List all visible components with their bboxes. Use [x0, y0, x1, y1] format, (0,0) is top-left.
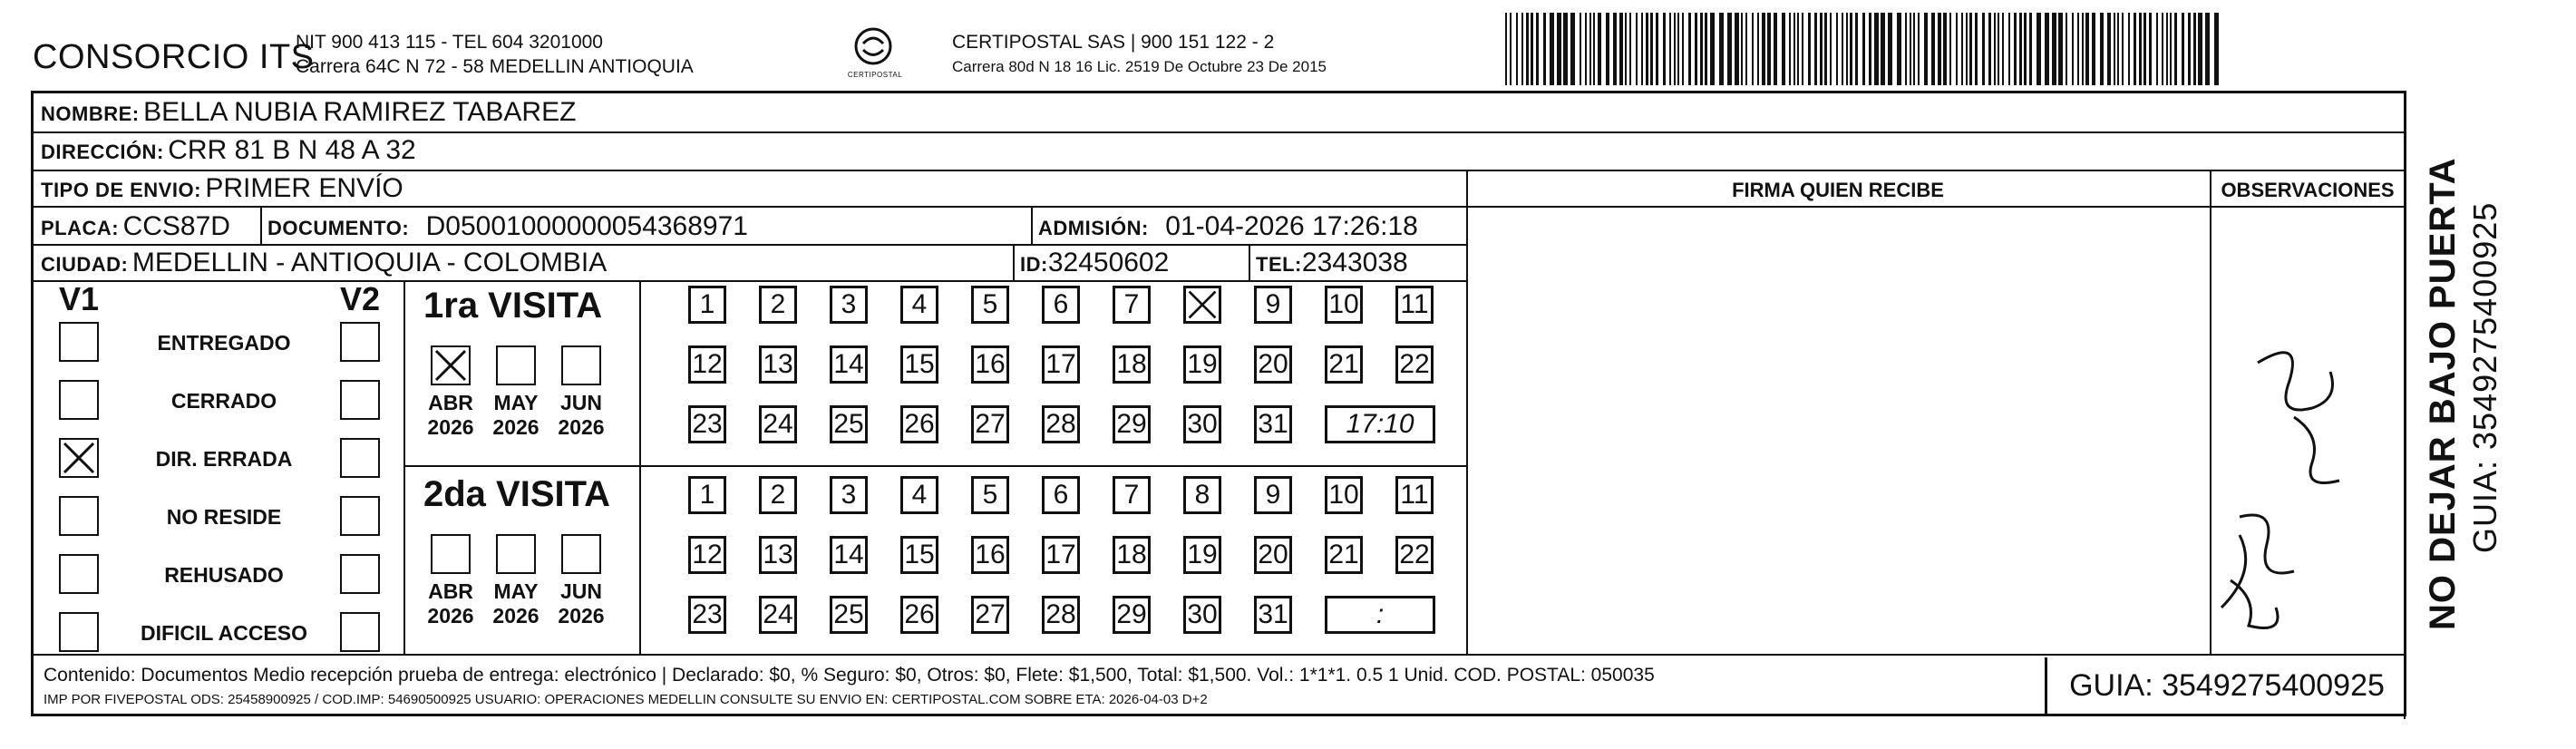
- barcode-bar: [1688, 13, 1691, 85]
- barcode-bar: [1510, 13, 1512, 85]
- day-checkbox[interactable]: 18: [1113, 536, 1151, 574]
- handwritten-signature: [2203, 308, 2385, 653]
- company-name: CONSORCIO ITS: [33, 38, 315, 76]
- month-label: ABR 2026: [427, 391, 474, 439]
- month-label: JUN 2026: [558, 579, 605, 627]
- carrier-info: [952, 30, 1327, 79]
- barcode-bar: [1663, 13, 1666, 85]
- time-field[interactable]: :: [1325, 596, 1435, 634]
- barcode-bar: [2122, 13, 2124, 85]
- barcode-bar: [1646, 13, 1648, 85]
- barcode-bar: [2188, 13, 2191, 85]
- observaciones-header: OBSERVACIONES: [2221, 179, 2395, 201]
- barcode-bar: [2085, 13, 2089, 85]
- month-checkbox[interactable]: [431, 345, 471, 385]
- month-checkbox[interactable]: [496, 345, 536, 385]
- v2-label: V2: [340, 280, 381, 317]
- day-checkbox[interactable]: 1: [688, 286, 726, 324]
- status-label: DIR. ERRADA: [155, 447, 293, 471]
- day-checkbox[interactable]: 24: [759, 596, 797, 634]
- barcode-bar: [1905, 13, 1907, 85]
- visit2-title: 2da VISITA: [423, 474, 610, 514]
- barcode-bar: [1550, 13, 1554, 85]
- barcode-bar: [1613, 13, 1617, 85]
- day-checkbox[interactable]: 9: [1254, 476, 1292, 514]
- status-label: CERRADO: [170, 389, 277, 413]
- barcode-bar: [2100, 13, 2104, 85]
- nombre-field: [41, 97, 576, 128]
- day-checkbox[interactable]: 10: [1325, 476, 1363, 514]
- day-checkbox[interactable]: 2: [759, 286, 797, 324]
- placa-value: CCS87D: [122, 211, 230, 241]
- barcode-bar: [2045, 13, 2049, 85]
- barcode-bar: [1745, 13, 1747, 85]
- day-checkbox[interactable]: 21: [1325, 345, 1363, 384]
- barcode-bar: [1862, 13, 1865, 85]
- barcode-bar: [2193, 13, 2196, 85]
- barcode-bar: [2072, 13, 2074, 85]
- barcode-bar: [1850, 13, 1852, 85]
- tel-value: 2343038: [1301, 248, 1408, 277]
- day-checkbox[interactable]: 31: [1254, 596, 1292, 634]
- barcode-bar: [2058, 13, 2063, 85]
- barcode-bar: [1677, 13, 1679, 85]
- day-checkbox[interactable]: 26: [900, 405, 938, 443]
- barcode-bar: [1543, 13, 1546, 85]
- time-field[interactable]: 17:10: [1325, 405, 1435, 443]
- barcode-bar: [2214, 13, 2219, 85]
- barcode-bar: [1994, 13, 1996, 85]
- barcode-bar: [1669, 13, 1671, 85]
- barcode-bar: [1636, 13, 1638, 85]
- day-checkbox[interactable]: 4: [900, 476, 938, 514]
- barcode-bar: [2198, 13, 2202, 85]
- barcode-bar: [1966, 13, 1968, 85]
- day-checkbox[interactable]: 29: [1113, 405, 1151, 443]
- day-checkbox[interactable]: 3: [830, 286, 868, 324]
- placa-label: PLACA:: [41, 217, 120, 239]
- day-checkbox[interactable]: 11: [1395, 286, 1434, 324]
- barcode-bar: [1629, 13, 1631, 85]
- barcode-bar: [1641, 13, 1643, 85]
- barcode-bar: [1516, 13, 1518, 85]
- id-field: [1020, 248, 1169, 278]
- barcode-bar: [1789, 13, 1791, 85]
- barcode-bar: [1598, 13, 1601, 85]
- day-checkbox[interactable]: 6: [1042, 286, 1080, 324]
- barcode-bar: [2114, 13, 2115, 85]
- barcode-bar: [1741, 13, 1743, 85]
- barcode-bar: [2077, 13, 2079, 85]
- month-checkbox[interactable]: [561, 534, 601, 574]
- direccion-label: DIRECCIÓN:: [41, 141, 164, 163]
- day-checkbox[interactable]: [1183, 286, 1221, 324]
- footer-print-line: IMP POR FIVEPOSTAL ODS: 25458900925 / COD.IMP: 54690500925 USUARIO: OPERACIONES MEDELLIN CONSULTE SU ENVIO EN: CERTIPOSTAL.COM SOBRE ETA: 2026-04-03 D+2: [44, 692, 1208, 707]
- barcode-bar: [2162, 13, 2163, 85]
- delivery-form: [31, 91, 2406, 716]
- barcode-bar: [1674, 13, 1676, 85]
- day-checkbox[interactable]: 6: [1042, 476, 1080, 514]
- barcode-bar: [2143, 13, 2146, 85]
- placa-field: [41, 211, 230, 242]
- month-label: MAY 2026: [492, 391, 540, 439]
- day-checkbox[interactable]: 28: [1042, 596, 1080, 634]
- day-checkbox[interactable]: 10: [1325, 286, 1363, 324]
- barcode-bar: [1918, 13, 1920, 85]
- day-checkbox[interactable]: 23: [688, 405, 726, 443]
- v1-checkbox[interactable]: [59, 322, 99, 362]
- month-label: JUN 2026: [558, 391, 605, 439]
- barcode-bar: [1521, 13, 1523, 85]
- status-label: ENTREGADO: [157, 331, 291, 355]
- day-checkbox[interactable]: 1: [688, 476, 726, 514]
- nombre-label: NOMBRE:: [41, 102, 140, 125]
- tel-field: [1256, 248, 1408, 278]
- barcode-bar: [1774, 13, 1777, 85]
- barcode-bar: [1975, 13, 1978, 85]
- direccion-field: [41, 135, 416, 166]
- day-checkbox[interactable]: 24: [759, 405, 797, 443]
- barcode-bar: [1767, 13, 1771, 85]
- admision-field: [1038, 211, 1418, 242]
- v1-checkbox[interactable]: [59, 612, 99, 652]
- v1-checkbox[interactable]: [59, 380, 99, 420]
- x-check-icon: [61, 440, 97, 476]
- barcode-bar: [1910, 13, 1911, 85]
- nombre-value: BELLA NUBIA RAMIREZ TABAREZ: [143, 97, 577, 127]
- barcode-bar: [2066, 13, 2067, 85]
- month-checkbox[interactable]: [496, 534, 536, 574]
- barcode-bar: [2139, 13, 2142, 85]
- barcode-bar: [1808, 13, 1811, 85]
- admision-label: ADMISIÓN:: [1038, 217, 1149, 239]
- day-checkbox[interactable]: 26: [900, 596, 938, 634]
- day-checkbox[interactable]: 8: [1183, 476, 1221, 514]
- day-checkbox[interactable]: 4: [900, 286, 938, 324]
- barcode-bar: [1752, 13, 1754, 85]
- v2-checkbox[interactable]: [340, 496, 380, 536]
- barcode-bar: [1869, 13, 1871, 85]
- id-label: ID:: [1020, 253, 1048, 276]
- barcode-bar: [1846, 13, 1848, 85]
- day-checkbox[interactable]: 14: [830, 536, 868, 574]
- guia-side: GUIA: 3549275400925: [2466, 201, 2503, 553]
- barcode-bar: [1606, 13, 1609, 85]
- barcode-bar: [1824, 13, 1827, 85]
- day-checkbox[interactable]: 31: [1254, 405, 1292, 443]
- documento-label: DOCUMENTO:: [267, 217, 410, 239]
- barcode-bar: [2014, 13, 2017, 85]
- tipo-envio-label: TIPO DE ENVIO:: [41, 179, 201, 201]
- documento-field: [267, 211, 748, 242]
- tipo-envio-value: PRIMER ENVÍO: [205, 173, 403, 203]
- month-label: ABR 2026: [427, 579, 474, 627]
- day-checkbox[interactable]: 22: [1395, 536, 1434, 574]
- barcode-bar: [2092, 13, 2095, 85]
- barcode-bar: [1913, 13, 1915, 85]
- v2-checkbox[interactable]: [340, 438, 380, 478]
- status-label: REHUSADO: [164, 563, 284, 587]
- footer-content-line: Contenido: Documentos Medio recepción prueba de entrega: electrónico | Declarado: $0, % Seguro: $0, Otros: $0, Flete: $1,500, Total: $1,500. Vol.: 1*1*1. 0.5 1 Unid. COD. POSTAL: 050035: [44, 665, 1655, 686]
- v1-checkbox[interactable]: [59, 438, 99, 478]
- ciudad-field: [41, 248, 607, 278]
- barcode-bar: [1757, 13, 1759, 85]
- barcode-bar: [2029, 13, 2032, 85]
- day-checkbox[interactable]: 16: [971, 536, 1009, 574]
- day-checkbox[interactable]: 30: [1183, 596, 1221, 634]
- signature-area[interactable]: [1468, 208, 2208, 652]
- barcode-bar: [2134, 13, 2136, 85]
- barcode-bar: [1998, 13, 1999, 85]
- barcode-bar: [1570, 13, 1575, 85]
- barcode-bar: [1536, 13, 1539, 85]
- barcode-bar: [1820, 13, 1823, 85]
- no-dejar-bajo-puerta: NO DEJAR BAJO PUERTA: [2423, 157, 2463, 630]
- day-checkbox[interactable]: 20: [1254, 536, 1292, 574]
- day-checkbox[interactable]: 23: [688, 596, 726, 634]
- day-checkbox[interactable]: 2: [759, 476, 797, 514]
- day-checkbox[interactable]: 21: [1325, 536, 1363, 574]
- x-check-icon: [1186, 288, 1219, 321]
- day-checkbox[interactable]: 5: [971, 476, 1009, 514]
- barcode-bar: [1969, 13, 1972, 85]
- barcode-bar: [1762, 13, 1765, 85]
- barcode-bar: [1874, 13, 1879, 85]
- barcode-bar: [1782, 13, 1785, 85]
- x-check-icon: [433, 347, 469, 384]
- barcode-bar: [2008, 13, 2010, 85]
- day-checkbox[interactable]: 27: [971, 405, 1009, 443]
- status-label: NO RESIDE: [166, 505, 282, 529]
- barcode-bar: [1700, 13, 1703, 85]
- barcode-bar: [1625, 13, 1627, 85]
- barcode-bar: [2182, 13, 2184, 85]
- barcode-bar: [1589, 13, 1591, 85]
- documento-value: D05001000000054368971: [425, 211, 748, 241]
- barcode-bar: [1585, 13, 1587, 85]
- day-checkbox[interactable]: 27: [971, 596, 1009, 634]
- barcode-bar: [1727, 13, 1732, 85]
- barcode-bar: [1956, 13, 1958, 85]
- day-checkbox[interactable]: 13: [759, 536, 797, 574]
- v1-checkbox[interactable]: [59, 554, 99, 594]
- company-nit-line: NIT 900 413 115 - TEL 604 3201000: [296, 32, 603, 53]
- month-checkbox[interactable]: [431, 534, 471, 574]
- day-checkbox[interactable]: 16: [971, 345, 1009, 384]
- day-checkbox[interactable]: 19: [1183, 536, 1221, 574]
- logo-text: CERTIPOSTAL: [847, 71, 903, 79]
- day-checkbox[interactable]: 13: [759, 345, 797, 384]
- barcode-bar: [1802, 13, 1803, 85]
- barcode-bar: [1526, 13, 1529, 85]
- barcode-bar: [1735, 13, 1739, 85]
- visit1-title: 1ra VISITA: [423, 286, 603, 326]
- company-address-line: Carrera 64C N 72 - 58 MEDELLIN ANTIOQUIA: [296, 56, 694, 77]
- barcode-bar: [1580, 13, 1581, 85]
- admision-value: 01-04-2026 17:26:18: [1165, 211, 1418, 241]
- ciudad-label: CIUDAD:: [41, 253, 129, 276]
- day-checkbox[interactable]: 15: [900, 536, 938, 574]
- barcode-bar: [1855, 13, 1858, 85]
- barcode-bar: [1695, 13, 1697, 85]
- barcode-bar: [2156, 13, 2158, 85]
- day-checkbox[interactable]: 7: [1113, 286, 1151, 324]
- v1-checkbox[interactable]: [59, 496, 99, 536]
- day-checkbox[interactable]: 9: [1254, 286, 1292, 324]
- barcode-bar: [1682, 13, 1684, 85]
- barcode-bar: [1982, 13, 1985, 85]
- barcode-bar: [1705, 13, 1707, 85]
- v2-checkbox[interactable]: [340, 554, 380, 594]
- month-label: MAY 2026: [492, 579, 540, 627]
- day-checkbox[interactable]: 11: [1395, 476, 1434, 514]
- day-checkbox[interactable]: 5: [971, 286, 1009, 324]
- v2-checkbox[interactable]: [340, 322, 380, 362]
- barcode-bar: [2036, 13, 2041, 85]
- barcode-bar: [1931, 13, 1935, 85]
- barcode-bar: [1719, 13, 1724, 85]
- barcode-bar: [1961, 13, 1963, 85]
- carrier-address-line: Carrera 80d N 18 16 Lic. 2519 De Octubre 23 De 2015: [952, 58, 1327, 75]
- barcode-bar: [1793, 13, 1795, 85]
- day-checkbox[interactable]: 3: [830, 476, 868, 514]
- barcode-bar: [1836, 13, 1838, 85]
- day-checkbox[interactable]: 12: [688, 536, 726, 574]
- company-info: [296, 30, 694, 79]
- v2-checkbox[interactable]: [340, 612, 380, 652]
- tel-label: TEL:: [1256, 253, 1302, 276]
- barcode-bar: [1988, 13, 1991, 85]
- day-checkbox[interactable]: 15: [900, 345, 938, 384]
- status-label: DIFICIL ACCESO: [140, 621, 307, 645]
- day-checkbox[interactable]: 22: [1395, 345, 1434, 384]
- barcode-bar: [2019, 13, 2022, 85]
- barcode-bar: [1943, 13, 1947, 85]
- barcode-bar: [2117, 13, 2119, 85]
- day-checkbox[interactable]: 17: [1042, 345, 1080, 384]
- day-checkbox[interactable]: 7: [1113, 476, 1151, 514]
- day-checkbox[interactable]: 29: [1113, 596, 1151, 634]
- day-checkbox[interactable]: 20: [1254, 345, 1292, 384]
- barcode-bar: [1897, 13, 1901, 85]
- barcode-bar: [2174, 13, 2177, 85]
- barcode-bar: [1924, 13, 1928, 85]
- barcode-bar: [1505, 13, 1507, 85]
- barcode-bar: [2024, 13, 2027, 85]
- ciudad-value: MEDELLIN - ANTIOQUIA - COLOMBIA: [131, 248, 608, 277]
- barcode-bar: [2128, 13, 2130, 85]
- barcode-bar: [2170, 13, 2172, 85]
- guia-footer: GUIA: 3549275400925: [2045, 657, 2406, 714]
- barcode-bar: [2166, 13, 2168, 85]
- tipo-envio-field: [41, 173, 403, 204]
- day-checkbox[interactable]: 18: [1113, 345, 1151, 384]
- barcode-bar: [2082, 13, 2084, 85]
- barcode-bar: [2002, 13, 2004, 85]
- day-checkbox[interactable]: 28: [1042, 405, 1080, 443]
- certipostal-logo-icon: [852, 25, 894, 67]
- barcode-bar: [1888, 13, 1892, 85]
- month-checkbox[interactable]: [561, 345, 601, 385]
- day-checkbox[interactable]: 19: [1183, 345, 1221, 384]
- barcode-bar: [1797, 13, 1799, 85]
- day-checkbox[interactable]: 25: [830, 596, 868, 634]
- barcode-bar: [1814, 13, 1817, 85]
- barcode-bar: [1842, 13, 1843, 85]
- v2-checkbox[interactable]: [340, 380, 380, 420]
- barcode-bar: [1563, 13, 1568, 85]
- barcode-bar: [1557, 13, 1561, 85]
- barcode-bar: [1938, 13, 1941, 85]
- direccion-value: CRR 81 B N 48 A 32: [168, 135, 416, 165]
- day-checkbox[interactable]: 25: [830, 405, 868, 443]
- tracking-barcode: [1505, 13, 2226, 85]
- barcode-bar: [1593, 13, 1595, 85]
- barcode-bar: [1949, 13, 1951, 85]
- barcode-bar: [1650, 13, 1653, 85]
- barcode-bar: [1619, 13, 1623, 85]
- barcode-bar: [2149, 13, 2152, 85]
- day-checkbox[interactable]: 14: [830, 345, 868, 384]
- barcode-bar: [1531, 13, 1533, 85]
- barcode-bar: [1881, 13, 1885, 85]
- barcode-bar: [2205, 13, 2210, 85]
- day-checkbox[interactable]: 30: [1183, 405, 1221, 443]
- barcode-bar: [2052, 13, 2056, 85]
- v1-label: V1: [59, 280, 100, 317]
- barcode-bar: [1710, 13, 1715, 85]
- barcode-bar: [1830, 13, 1832, 85]
- carrier-nit-line: CERTIPOSTAL SAS | 900 151 122 - 2: [952, 32, 1275, 53]
- day-checkbox[interactable]: 17: [1042, 536, 1080, 574]
- day-checkbox[interactable]: 12: [688, 345, 726, 384]
- barcode-bar: [1656, 13, 1658, 85]
- firma-header: FIRMA QUIEN RECIBE: [1732, 179, 1944, 201]
- id-value: 32450602: [1047, 248, 1170, 277]
- barcode-bar: [2107, 13, 2111, 85]
